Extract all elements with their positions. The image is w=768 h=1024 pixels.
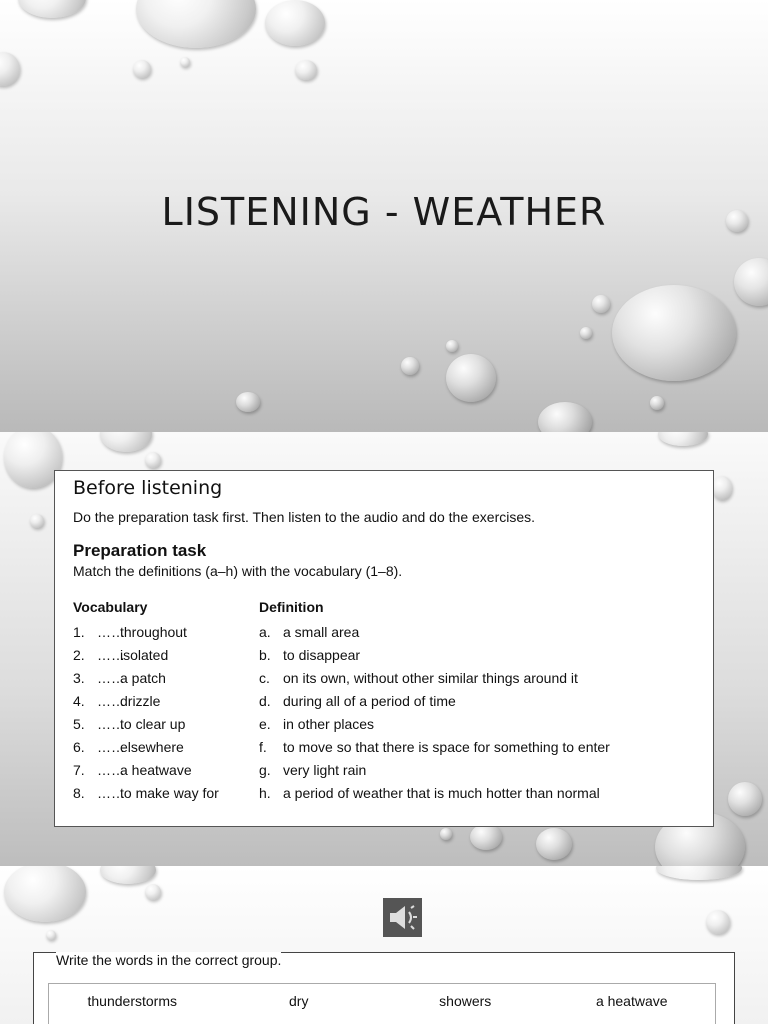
answer-blank: ……	[97, 762, 125, 778]
list-item: c. on its own, without other similar things around it	[259, 670, 578, 686]
speaker-icon[interactable]	[383, 898, 422, 937]
water-drop	[712, 476, 732, 500]
vocabulary-column	[73, 599, 259, 805]
answer-blank: ……	[97, 739, 125, 755]
water-drop	[180, 57, 190, 67]
water-drop	[446, 340, 458, 352]
water-drop	[145, 884, 161, 900]
exercise-slide	[0, 866, 768, 1024]
water-drop	[100, 866, 156, 884]
preparation-slide	[0, 432, 768, 866]
answer-blank: ……	[97, 624, 125, 640]
task-title: Preparation task	[73, 541, 207, 560]
list-item: 1. ……throughout	[73, 621, 259, 644]
water-drop	[734, 258, 768, 306]
list-item: g. very light rain	[259, 762, 367, 778]
water-drop	[30, 514, 44, 528]
definition-column	[259, 599, 695, 805]
water-drop	[612, 285, 736, 381]
preparation-box	[54, 470, 714, 827]
list-item: d. during all of a period of time	[259, 693, 456, 709]
answer-blank: ……	[97, 785, 125, 801]
list-item: b. to disappear	[259, 647, 361, 663]
answer-blank: ……	[97, 693, 125, 709]
water-drop	[265, 0, 325, 46]
vocabulary-header: Vocabulary	[73, 599, 148, 615]
water-drop	[401, 357, 419, 375]
water-drop	[4, 866, 86, 922]
water-drop	[100, 432, 152, 452]
water-drop	[658, 432, 708, 446]
water-drop	[580, 327, 592, 339]
list-item: 6. ……elsewhere	[73, 736, 259, 759]
task-instruction: Match the definitions (a–h) with the vocabulary (1–8).	[73, 563, 403, 579]
answer-blank: ……	[97, 716, 125, 732]
water-drop	[46, 930, 56, 940]
answer-blank: ……	[97, 647, 125, 663]
list-item: 2. ……isolated	[73, 644, 259, 667]
exercise-instruction: Write the words in the correct group.	[56, 952, 282, 968]
water-drop	[145, 452, 161, 468]
slide-title: LISTENING - WEATHER	[161, 190, 607, 234]
exercise-box	[33, 952, 735, 1024]
intro-text: Do the preparation task first. Then listen to the audio and do the exercises.	[73, 509, 536, 525]
water-drop	[136, 0, 256, 48]
list-item: f. to move so that there is space for something to enter	[259, 739, 610, 755]
water-drop	[0, 52, 20, 86]
water-drop	[536, 828, 572, 860]
definition-header: Definition	[259, 599, 324, 615]
water-drop	[592, 295, 610, 313]
water-drop	[656, 866, 742, 880]
water-drop	[706, 910, 730, 934]
word-cell: showers	[439, 993, 492, 1009]
list-item: 5. ……to clear up	[73, 713, 259, 736]
water-drop	[18, 0, 86, 18]
list-item: e. in other places	[259, 716, 375, 732]
before-listening-heading: Before listening	[73, 477, 223, 499]
list-item: h. a period of weather that is much hotter than normal	[259, 785, 600, 801]
water-drop	[538, 402, 592, 432]
word-cell: a heatwave	[595, 993, 668, 1009]
water-drop	[295, 60, 317, 80]
word-bank	[48, 983, 716, 1024]
list-item: a. a small area	[259, 624, 360, 640]
water-drop	[440, 828, 452, 840]
list-item: 3. ……a patch	[73, 667, 259, 690]
list-item: 8. ……to make way for	[73, 782, 259, 805]
water-drop	[446, 354, 496, 402]
title-slide	[0, 0, 768, 432]
word-cell: dry	[289, 993, 309, 1009]
answer-blank: ……	[97, 670, 125, 686]
water-drop	[650, 396, 664, 410]
water-drop	[236, 392, 260, 412]
water-drop	[133, 60, 151, 78]
list-item: 7. ……a heatwave	[73, 759, 259, 782]
list-item: 4. ……drizzle	[73, 690, 259, 713]
word-cell: thunderstorms	[87, 993, 177, 1009]
water-drop	[470, 824, 502, 850]
water-drop	[728, 782, 762, 816]
